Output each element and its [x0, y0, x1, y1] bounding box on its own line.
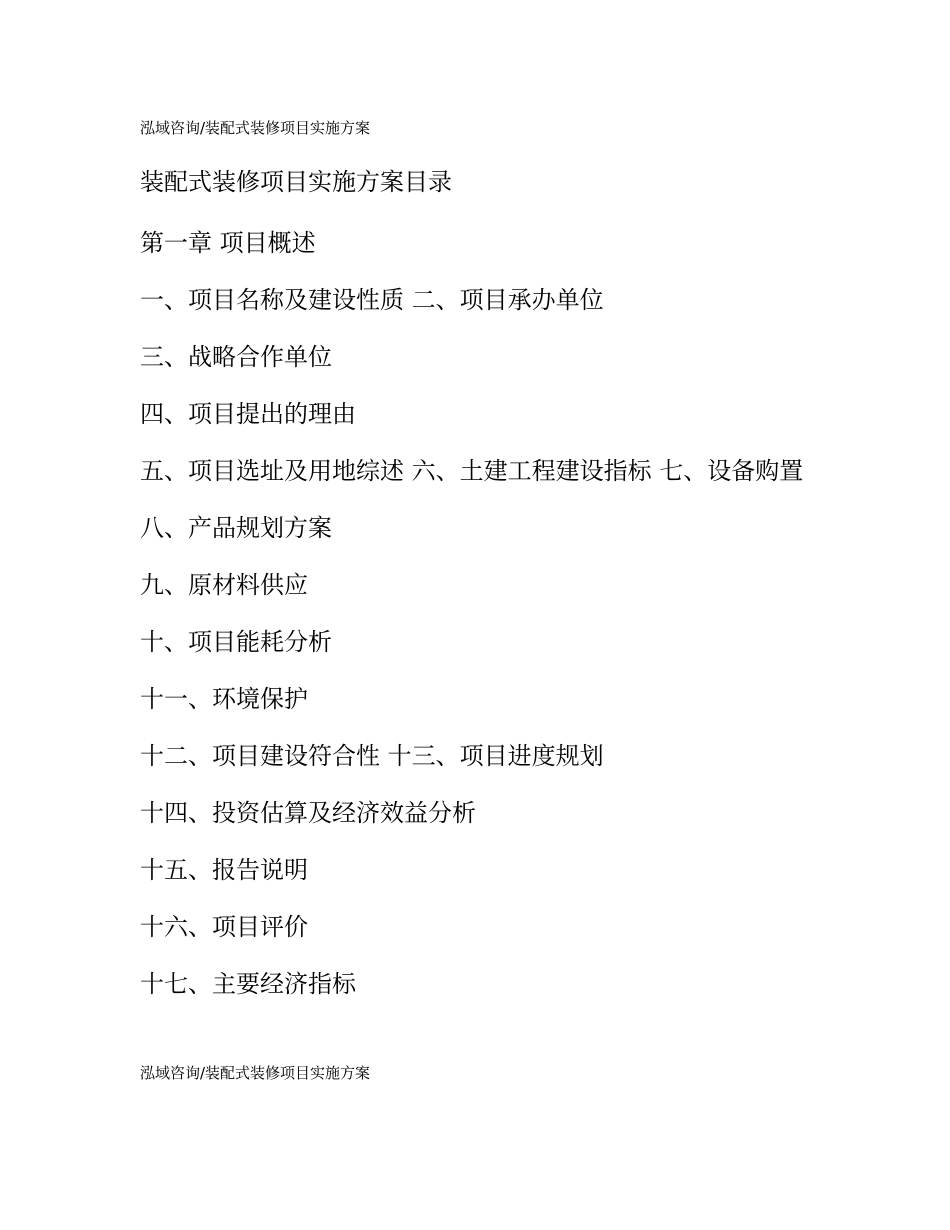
toc-item: 十七、主要经济指标 — [140, 970, 356, 998]
toc-item: 八、产品规划方案 — [140, 514, 332, 542]
document-title: 装配式装修项目实施方案目录 — [140, 168, 452, 196]
toc-item: 十六、项目评价 — [140, 913, 308, 941]
toc-item: 十、项目能耗分析 — [140, 628, 332, 656]
toc-item: 一、项目名称及建设性质 二、项目承办单位 — [140, 286, 604, 314]
toc-item-chapter-1: 第一章 项目概述 — [140, 229, 316, 257]
toc-item: 十五、报告说明 — [140, 856, 308, 884]
toc-item: 三、战略合作单位 — [140, 343, 332, 371]
toc-item: 九、原材料供应 — [140, 571, 308, 599]
toc-item: 十一、环境保护 — [140, 685, 308, 713]
toc-item: 十四、投资估算及经济效益分析 — [140, 799, 476, 827]
running-header: 泓域咨询/装配式装修项目实施方案 — [140, 119, 371, 137]
toc-item: 四、项目提出的理由 — [140, 400, 356, 428]
table-of-contents — [140, 224, 820, 1022]
toc-item: 五、项目选址及用地综述 六、土建工程建设指标 七、设备购置 — [140, 457, 804, 485]
toc-item: 十二、项目建设符合性 十三、项目进度规划 — [140, 742, 604, 770]
running-footer: 泓域咨询/装配式装修项目实施方案 — [140, 1064, 371, 1082]
